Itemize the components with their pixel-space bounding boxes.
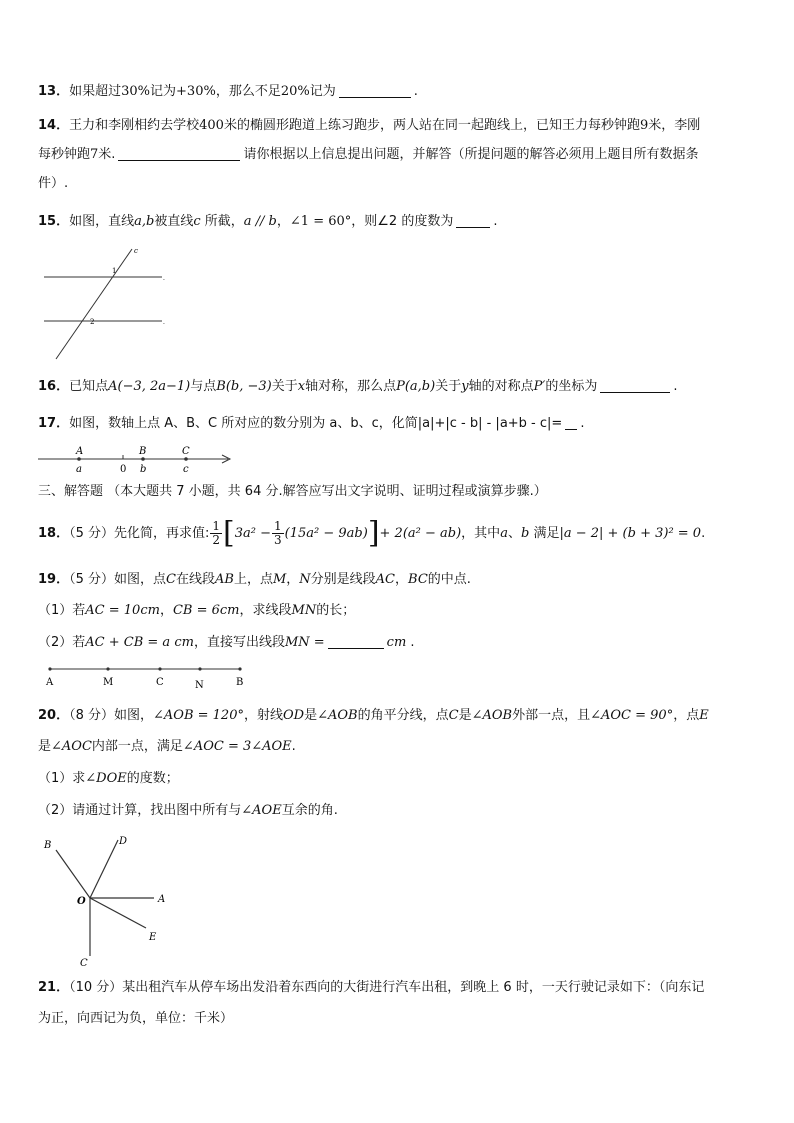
label-N: N — [195, 680, 204, 691]
point-M — [106, 667, 109, 670]
answer-blank-14[interactable] — [118, 146, 240, 161]
question-15: 15．如图，直线a,b被直线c 所截，a // b，∠1 = 60°，则∠2 的度数为 . — [38, 214, 498, 229]
label-A: A — [46, 677, 54, 688]
question-20-part-2: （2）请通过计算，找出图中所有与∠AOE互余的角. — [38, 803, 338, 818]
label-O: O — [77, 896, 86, 907]
label-E: E — [149, 932, 157, 943]
ray-OE — [90, 898, 146, 928]
parallel-lines-figure — [38, 243, 178, 365]
answer-blank-17[interactable] — [565, 415, 577, 430]
answer-blank-15[interactable] — [456, 213, 490, 228]
label-D: D — [119, 836, 128, 847]
label-zero: 0 — [120, 464, 127, 475]
label-a: a — [76, 464, 82, 475]
question-20-line-2: 是∠AOC内部一点，满足∠AOC = 3∠AOE. — [38, 739, 296, 754]
label-B: B — [236, 677, 244, 688]
answer-blank-19[interactable] — [328, 634, 384, 649]
label-b: b — [140, 464, 147, 475]
question-17: 17．如图，数轴上点 A、B、C 所对应的数分别为 a、b、c，化简|a|+|c - b| - |a+b - c|= . — [38, 416, 585, 431]
question-20: 20．（8 分）如图，∠AOB = 120°，射线OD是∠AOB的角平分线，点C是∠AOB外部一点，且∠AOC = 90°，点E — [38, 708, 709, 723]
point-C — [158, 667, 161, 670]
question-14-line-2: 每秒钟跑7米. 请你根据以上信息提出问题，并解答（所提问题的解答必须用上题目所有数据条 — [38, 147, 699, 162]
label-M: M — [103, 677, 114, 688]
point-N — [198, 667, 201, 670]
svg-text:.: . — [163, 275, 165, 282]
question-19: 19．（5 分）如图，点C在线段AB上，点M，N分别是线段AC，BC的中点. — [38, 572, 471, 587]
ray-OB — [56, 850, 90, 898]
answer-blank-13[interactable] — [339, 83, 411, 98]
point-A — [48, 667, 51, 670]
label-C: C — [156, 677, 164, 688]
angle-rays-figure — [38, 830, 178, 970]
point-b — [141, 457, 145, 461]
label-A: A — [158, 894, 166, 905]
question-18: 18．（5 分）先化简，再求值: $\frac{1}{2}$ [3a² − $\frac{1}{3}$ (15a² − 9ab)]+ 2(a² − ab)，其中a、b 满足|a − 2| + (b + 3)² = 0. — [38, 515, 706, 551]
svg-text:.: . — [163, 319, 165, 326]
point-a — [77, 457, 81, 461]
number-line-figure — [36, 441, 236, 475]
question-19-part-1: （1）若AC = 10cm，CB = 6cm，求线段MN的长； — [38, 603, 356, 618]
question-13: 13．如果超过30%记为+30%，那么不足20%记为 . — [38, 84, 418, 99]
label-A: A — [76, 446, 84, 457]
line-c — [56, 249, 132, 359]
section-3-heading: 三、解答题 （本大题共 7 小题，共 64 分.解答应写出文字说明、证明过程或演算步骤.） — [38, 484, 547, 499]
point-B — [238, 667, 241, 670]
label-B: B — [44, 840, 52, 851]
label-C: C — [182, 446, 190, 457]
question-16: 16．已知点A(−3, 2a−1)与点B(b, −3)关于x轴对称，那么点P(a,b)关于y轴的对称点P′的坐标为 . — [38, 379, 678, 394]
question-21-line-1: 21．（10 分）某出租汽车从停车场出发沿着东西向的大街进行汽车出租，到晚上 6 时，一天行驶记录如下：（向东记 — [38, 980, 705, 995]
question-21-line-2: 为正，向西记为负，单位：千米） — [38, 1011, 234, 1026]
label-c: c — [134, 247, 138, 255]
question-20-part-1: （1）求∠DOE的度数； — [38, 771, 179, 786]
label-angle-1: 1 — [112, 267, 117, 275]
ray-OD — [90, 840, 118, 898]
question-19-part-2: （2）若AC + CB = a cm，直接写出线段MN = cm . — [38, 635, 415, 650]
label-c: c — [183, 464, 189, 475]
label-B: B — [139, 446, 147, 457]
question-14-line-3: 件）. — [38, 176, 69, 191]
point-c — [184, 457, 188, 461]
question-14-line-1: 14．王力和李刚相约去学校400米的椭圆形跑道上练习跑步，两人站在同一起跑线上，已知王力每秒钟跑9米，李刚 — [38, 118, 701, 133]
answer-blank-16[interactable] — [600, 378, 670, 393]
label-angle-2: 2 — [90, 318, 95, 326]
label-C: C — [80, 958, 88, 969]
line-segment-figure — [38, 663, 248, 693]
